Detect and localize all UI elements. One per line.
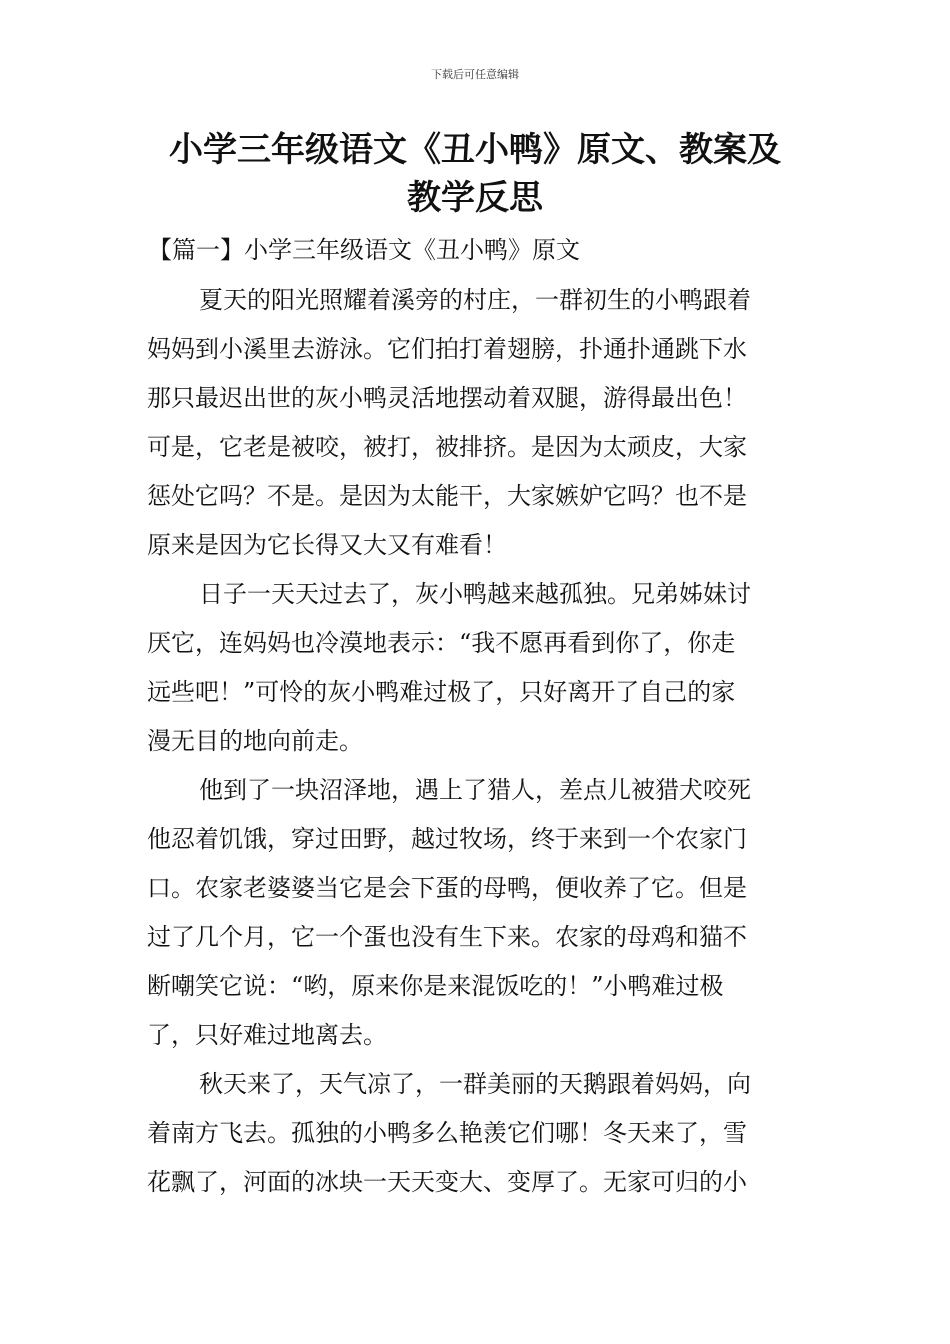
document-title — [130, 126, 820, 222]
title-line-2: 教学反思 — [407, 178, 543, 218]
text-line: 夏天的阳光照耀着溪旁的村庄，一群初生的小鸭跟着 — [199, 286, 751, 314]
text-line: 日子一天天过去了，灰小鸭越来越孤独。兄弟姊妹讨 — [199, 580, 751, 608]
text-line: 惩处它吗？不是。是因为太能干，大家嫉妒它吗？也不是 — [147, 482, 747, 510]
text-line: 厌它，连妈妈也冷漠地表示：“我不愿再看到你了，你走 — [147, 629, 736, 657]
header-note: 下载后可任意编辑 — [431, 68, 519, 81]
body-text — [147, 276, 812, 1207]
text-line: 花飘了，河面的冰块一天天变大、变厚了。无家可归的小 — [147, 1168, 747, 1196]
text-line: 原来是因为它长得又大又有难看！ — [147, 531, 507, 559]
section-heading: 【篇一】小学三年级语文《丑小鸭》原文 — [148, 236, 580, 264]
text-line: 秋天来了，天气凉了，一群美丽的天鹅跟着妈妈，向 — [199, 1070, 751, 1098]
paragraph-2 — [147, 570, 812, 766]
text-line: 他到了一块沼泽地，遇上了猎人，差点儿被猎犬咬死 — [199, 776, 751, 804]
text-line: 了，只好难过地离去。 — [147, 1021, 387, 1049]
paragraph-1 — [147, 276, 812, 570]
title-line-1: 小学三年级语文《丑小鸭》原文、教案及 — [169, 130, 781, 170]
text-line: 口。农家老婆婆当它是会下蛋的母鸭，便收养了它。但是 — [147, 874, 747, 902]
text-line: 那只最迟出世的灰小鸭灵活地摆动着双腿，游得最出色！ — [147, 384, 747, 412]
text-line: 他忍着饥饿，穿过田野，越过牧场，终于来到一个农家门 — [147, 825, 747, 853]
paragraph-3 — [147, 766, 812, 1060]
text-line: 漫无目的地向前走。 — [147, 727, 363, 755]
text-line: 可是，它老是被咬，被打，被排挤。是因为太顽皮，大家 — [147, 433, 747, 461]
text-line: 着南方飞去。孤独的小鸭多么艳羡它们哪！冬天来了，雪 — [147, 1119, 747, 1147]
text-line: 过了几个月，它一个蛋也没有生下来。农家的母鸡和猫不 — [147, 923, 747, 951]
paragraph-4 — [147, 1060, 812, 1207]
text-line: 妈妈到小溪里去游泳。它们拍打着翅膀，扑通扑通跳下水 — [147, 335, 747, 363]
text-line: 断嘲笑它说：“哟，原来你是来混饭吃的！”小鸭难过极 — [147, 972, 724, 1000]
text-line: 远些吧！”可怜的灰小鸭难过极了，只好离开了自己的家 — [147, 678, 736, 706]
